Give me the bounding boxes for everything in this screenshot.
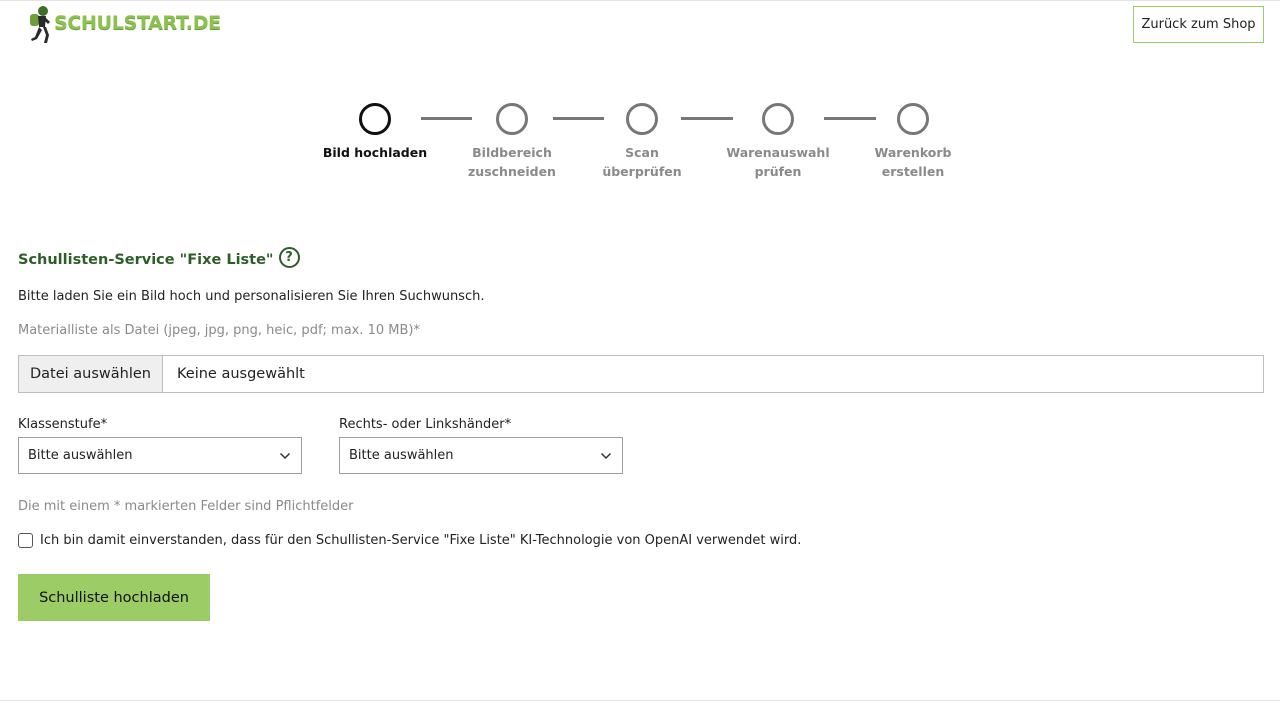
choose-file-button[interactable]: Datei auswählen — [19, 356, 163, 392]
grade-label: Klassenstufe* — [18, 417, 108, 432]
step-1-label-line1: Bild hochladen — [322, 145, 428, 160]
logo-text: SCHULSTART.DE — [54, 12, 221, 34]
file-hint: Materialliste als Datei (jpeg, jpg, png, heic, pdf; max. 10 MB)* — [18, 323, 420, 338]
required-note: Die mit einem * markierten Felder sind Pflichtfelder — [18, 499, 354, 514]
file-upload-field[interactable] — [18, 355, 1264, 393]
step-4-label-line1: Warenauswahl — [726, 145, 830, 160]
step-1-circle — [359, 103, 391, 135]
bottom-border — [0, 700, 1280, 701]
intro-text: Bitte laden Sie ein Bild hoch und personalisieren Sie Ihren Suchwunsch. — [18, 289, 485, 304]
handedness-select[interactable] — [339, 437, 623, 474]
section-title — [18, 252, 300, 268]
step-3-label — [582, 143, 702, 181]
consent-checkbox[interactable] — [18, 533, 33, 548]
step-1-label — [315, 143, 435, 162]
step-4-label-line2: prüfen — [754, 164, 802, 179]
chevron-down-icon — [600, 450, 612, 462]
consent-text: Ich bin damit einverstanden, dass für den Schullisten-Service "Fixe Liste" KI-Technologie von OpenAI verwendet wird. — [40, 533, 802, 548]
step-5-label-line1: Warenkorb — [874, 145, 952, 160]
step-connector — [421, 117, 472, 120]
step-2-label-line2: zuschneiden — [468, 164, 556, 179]
step-connector — [553, 117, 604, 120]
step-5-circle — [897, 103, 929, 135]
step-4-circle — [762, 103, 794, 135]
back-to-shop-button[interactable]: Zurück zum Shop — [1133, 6, 1264, 43]
question-circle-icon[interactable]: ? — [279, 247, 300, 268]
upload-list-button[interactable]: Schulliste hochladen — [18, 574, 210, 621]
chevron-down-icon — [279, 450, 291, 462]
step-3-circle — [626, 103, 658, 135]
hand-label: Rechts- oder Linkshänder* — [339, 417, 512, 432]
progress-stepper — [0, 0, 1280, 200]
step-connector — [824, 117, 876, 120]
handedness-select-value: Bitte auswählen — [349, 448, 454, 463]
step-2-circle — [496, 103, 528, 135]
step-2-label-line1: Bildbereich — [472, 145, 552, 160]
step-3-label-line1: Scan — [625, 145, 659, 160]
consent-row — [18, 533, 801, 548]
step-2-label — [452, 143, 572, 181]
grade-select[interactable] — [18, 437, 302, 474]
step-5-label-line2: erstellen — [881, 164, 945, 179]
file-status: Keine ausgewählt — [177, 366, 305, 382]
step-5-label — [853, 143, 973, 181]
grade-select-value: Bitte auswählen — [28, 448, 133, 463]
step-4-label — [718, 143, 838, 181]
step-connector — [681, 117, 733, 120]
step-3-label-line2: überprüfen — [602, 164, 682, 179]
section-title-text: Schullisten-Service "Fixe Liste" — [18, 252, 274, 268]
